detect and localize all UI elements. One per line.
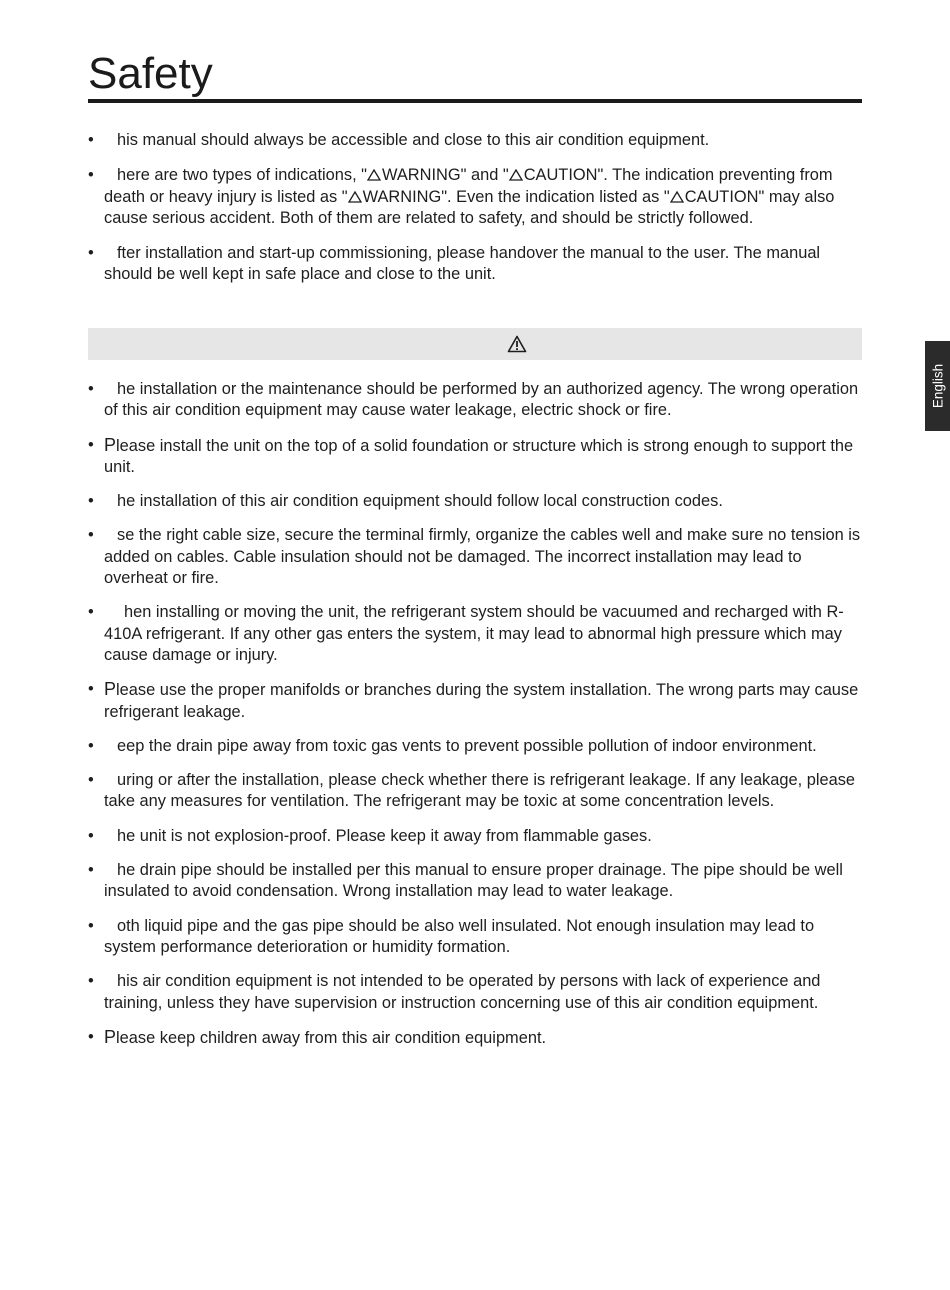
- bullet: •: [88, 603, 94, 622]
- list-item: [88, 736, 864, 757]
- bullet: •: [88, 526, 94, 545]
- list-item: [88, 130, 864, 151]
- item-text: he installation of this air condition equipment should follow local construction codes.: [117, 492, 723, 511]
- warning-triangle-icon: [670, 191, 684, 203]
- item-text: lease keep children away from this air condition equipment.: [116, 1028, 547, 1047]
- list-item: [88, 826, 864, 847]
- warning-triangle-icon: [509, 169, 523, 181]
- list-item: [88, 602, 864, 666]
- warning-triangle-icon: [348, 191, 362, 203]
- bullet: •: [88, 131, 94, 149]
- item-text: he unit is not explosion-proof. Please keep it away from flammable gases.: [117, 826, 652, 845]
- list-item: [88, 770, 864, 813]
- list-item: [88, 243, 864, 286]
- bullet: •: [88, 736, 94, 755]
- list-item: [88, 860, 864, 903]
- item-text: CAUTION". The indication preventing from death or heavy injury is listed as ": [104, 166, 833, 206]
- item-lead-letter: P: [104, 434, 117, 455]
- item-text: oth liquid pipe and the gas pipe should be also well insulated. Not enough insulation may lead to system performance deterioration or humidity formation.: [104, 916, 815, 956]
- list-item: [88, 916, 864, 959]
- bullet: •: [88, 166, 94, 185]
- bullet: •: [88, 244, 94, 263]
- item-text: eep the drain pipe away from toxic gas vents to prevent possible pollution of indoor environment.: [117, 736, 817, 755]
- item-text: uring or after the installation, please check whether there is refrigerant leakage. If any leakage, please take any measures for ventilation. The refrigerant may be toxic at some concentration levels.: [104, 771, 856, 811]
- list-item: [88, 525, 864, 589]
- item-text: he installation or the maintenance should be performed by an authorized agency. The wrong operation of this air condition equipment may cause water leakage, electric shock or fire.: [104, 380, 859, 420]
- warning-triangle-icon: [507, 335, 527, 353]
- language-tab-label: English: [930, 363, 945, 409]
- bullet: •: [88, 435, 94, 454]
- item-text: CAUTION" may also cause serious accident. Both of them are related to safety, and should be strictly followed.: [104, 187, 835, 227]
- bullet: •: [88, 680, 94, 699]
- bullet: •: [88, 861, 94, 880]
- item-text: here are two types of indications, ": [117, 166, 367, 185]
- bullet: •: [88, 972, 94, 991]
- item-text: lease install the unit on the top of a solid foundation or structure which is strong enough to support the unit.: [104, 436, 854, 476]
- warning-triangle-icon: [367, 169, 381, 181]
- item-text: he drain pipe should be installed per this manual to ensure proper drainage. The pipe should be well insulated to avoid condensation. Wrong installation may lead to water leakage.: [104, 861, 843, 901]
- bullet: •: [88, 916, 94, 935]
- bullet: •: [88, 771, 94, 790]
- safety-list: [88, 379, 864, 1049]
- bullet: •: [88, 1027, 94, 1046]
- list-item: [88, 379, 864, 422]
- list-item: [88, 1027, 864, 1049]
- list-item: [88, 679, 864, 723]
- title-underline: [88, 99, 862, 103]
- item-text: his air condition equipment is not intended to be operated by persons with lack of experience and training, unless they have supervision or instruction concerning use of this air condition equipment.: [104, 972, 821, 1012]
- bullet: •: [88, 380, 94, 398]
- bullet: •: [88, 826, 94, 845]
- item-text: WARNING". Even the indication listed as ": [362, 187, 670, 206]
- language-tab: [925, 341, 950, 431]
- item-text: his manual should always be accessible and close to this air condition equipment.: [117, 131, 710, 149]
- item-text: hen installing or moving the unit, the refrigerant system should be vacuumed and recharged with R-410A refrigerant. If any other gas enters the system, it may lead to abnormal high pressure which may cause damage or injury.: [104, 603, 844, 664]
- list-item: [88, 491, 864, 512]
- list-item: [88, 165, 864, 229]
- item-text: lease use the proper manifolds or branches during the system installation. The wrong parts may cause refrigerant leakage.: [104, 681, 859, 721]
- intro-list: [88, 130, 864, 286]
- item-text: WARNING" and ": [382, 166, 509, 185]
- bullet: •: [88, 492, 94, 511]
- list-item: [88, 435, 864, 479]
- item-lead-letter: P: [104, 679, 117, 700]
- warning-banner: [88, 328, 862, 360]
- item-text: se the right cable size, secure the terminal firmly, organize the cables well and make sure no tension is added on cables. Cable insulation should not be damaged. The incorrect installation may lead to overheat or fire.: [104, 526, 861, 588]
- page-title: Safety: [88, 49, 213, 98]
- item-text: fter installation and start-up commissioning, please handover the manual to the user. The manual should be well kept in safe place and close to the unit.: [104, 244, 821, 284]
- list-item: [88, 971, 864, 1014]
- item-lead-letter: P: [104, 1026, 117, 1047]
